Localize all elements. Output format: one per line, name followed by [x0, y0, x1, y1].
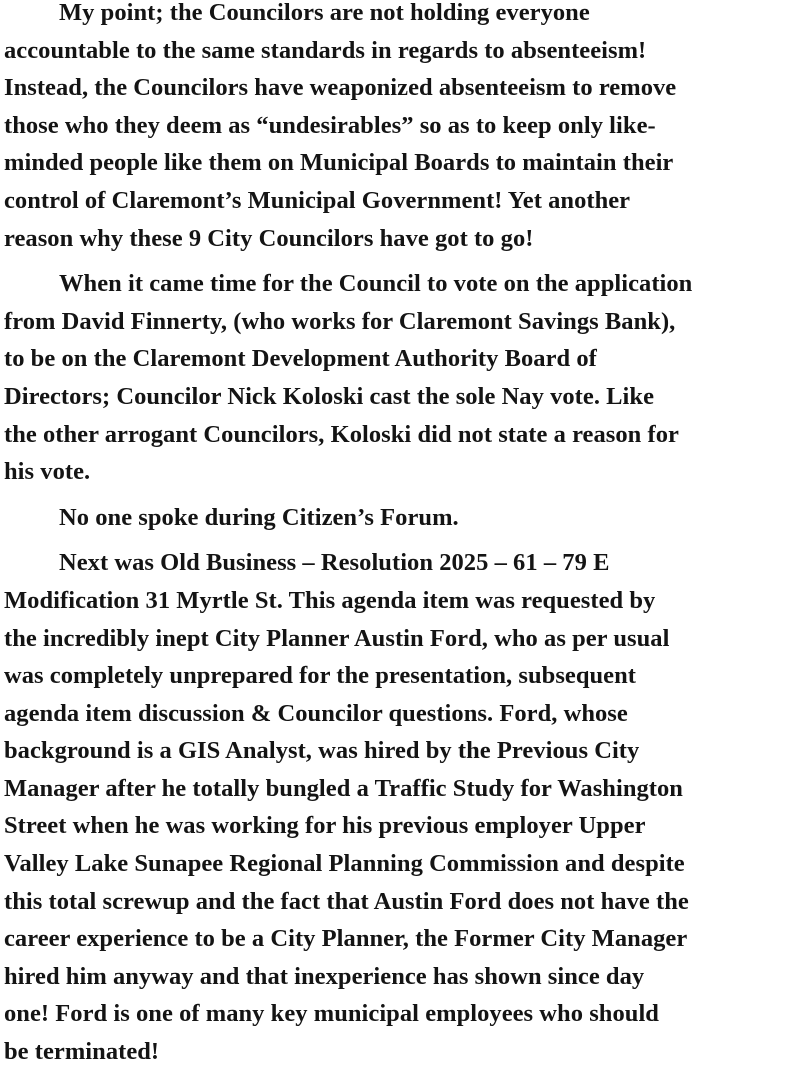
paragraph-finnerty-vote: When it came time for the Council to vote on the application from David Finnerty, (who works for Claremont Savings Bank), to be on the Claremont Development Authority Board of Directors; Councilor Nick Koloski cast the sole Nay vote. Like the other arrogant Councilors, Koloski did not state a reason for his vote. [4, 270, 693, 486]
paragraph-absenteeism: My point; the Councilors are not holding everyone accountable to the same standards in regards to absenteeism! Instead, the Councilors have weaponized absenteeism to remove those who they deem as “undesirables” so as to keep only like- minded people like them on Municipal Boards to maintain their control of Claremont’s Municipal Government! Yet another reason why these 9 City Councilors have got to go! [4, 0, 677, 252]
paragraph-citizens-forum: No one spoke during Citizen’s Forum. [59, 503, 459, 531]
paragraph-old-business: Next was Old Business – Resolution 2025 – 61 – 79 E Modification 31 Myrtle St. This agenda item was requested by the incredibly inept City Planner Austin Ford, who as per usual was completely unprepared for the presentation, subsequent agenda item discussion & Councilor questions. Ford, whose background is a GIS Analyst, was hired by the Previous City Manager after he totally bungled a Traffic Study for Washington Street when he was working for his previous employer Upper Valley Lake Sunapee Regional Planning Commission and despite this total screwup and the fact that Austin Ford does not have the career experience to be a City Planner, the Former City Manager hired him anyway and that inexperience has shown since day one! Ford is one of many key municipal employees who should be terminated! [4, 549, 689, 1066]
